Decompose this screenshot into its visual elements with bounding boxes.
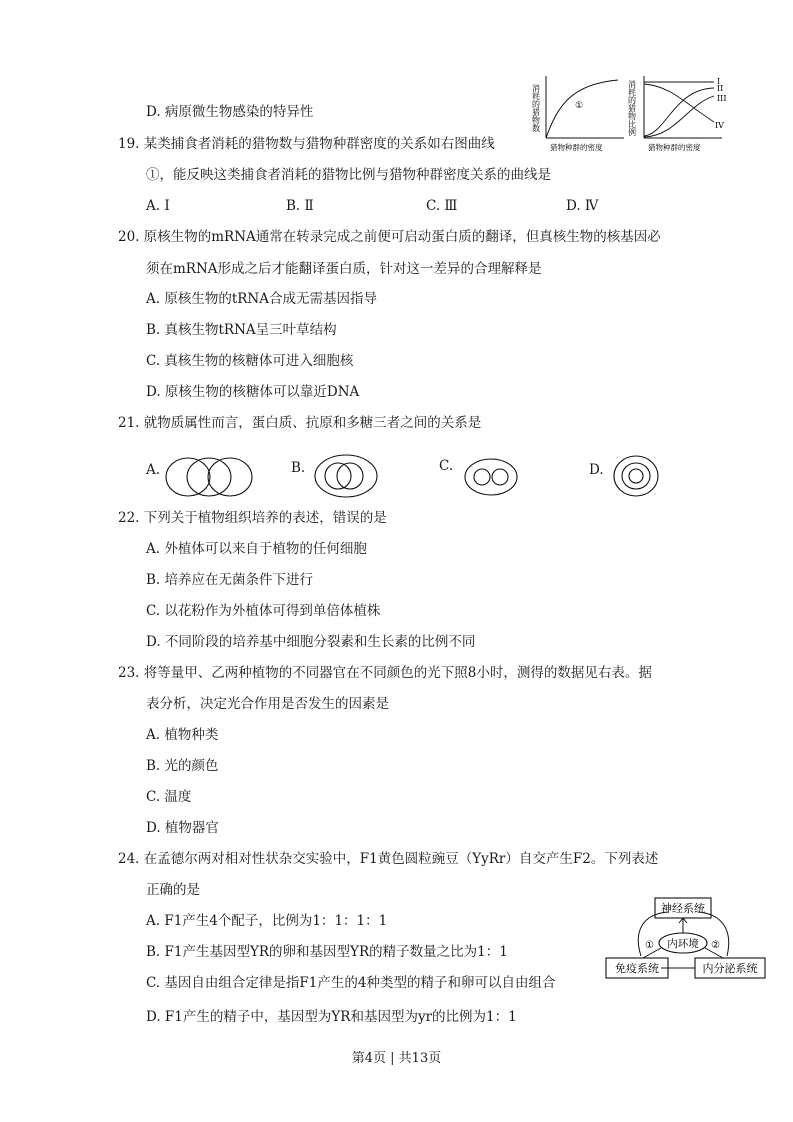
diagram-mark-2: ② [711,940,720,951]
q24-option-d: D. F1产生的精子中，基因型为YR和基因型为yr的比例为1：1 [146,1009,517,1025]
q18-option-d: D. 病原微生物感染的特异性 [146,104,314,120]
diagram-internal-environment: 内环境 [667,938,699,950]
q20-option-b: B. 真核生物tRNA呈三叶草结构 [146,322,337,338]
q23-option-c: C. 温度 [146,789,192,805]
q19-stem-line1: 19. 某类捕食者消耗的猎物数与猎物种群密度的关系如右图曲线 [118,136,495,152]
graph2-ylabel: 消耗的猎物比例 [627,80,637,136]
q22-option-d: D. 不同阶段的培养基中细胞分裂素和生长素的比例不同 [146,634,476,650]
q22-option-a: A. 外植体可以来自于植物的任何细胞 [146,541,367,557]
q20-option-c: C. 真核生物的核糖体可进入细胞核 [146,353,354,369]
graph2-label-4: IV [715,121,724,130]
q22-option-b: B. 培养应在无菌条件下进行 [146,572,314,588]
q22-stem: 22. 下列关于植物组织培养的表述，错误的是 [118,510,387,526]
q21-option-c-label: C. [439,458,454,474]
diagram-immune-system: 免疫系统 [615,962,659,975]
q20-option-a: A. 原核生物的tRNA合成无需基因指导 [146,291,377,307]
q21-venn-a [162,455,257,499]
q23-option-b: B. 光的颜色 [146,758,219,774]
graph2-label-2: II [717,84,724,93]
q21-venn-b [312,452,382,500]
diagram-mark-1: ① [645,940,654,951]
q20-stem-line1: 20. 原核生物的mRNA通常在转录完成之前便可启动蛋白质的翻译，但真核生物的核基因必 [118,229,661,245]
q19-graph-1 [528,74,628,154]
q19-option-b: B. Ⅱ [286,198,314,214]
q21-stem: 21. 就物质属性而言，蛋白质、抗原和多糖三者之间的关系是 [118,415,482,431]
q24-option-c: C. 基因自由组合定律是指F1产生的4种类型的精子和卵可以自由组合 [146,975,556,991]
systems-diagram [603,896,773,986]
q24-option-a: A. F1产生4个配子，比例为1：1：1：1 [146,913,388,929]
q19-option-d: D. Ⅳ [566,198,599,214]
q21-venn-c [462,456,522,498]
q20-option-d: D. 原核生物的核糖体可以靠近DNA [146,384,360,400]
q23-option-d: D. 植物器官 [146,820,219,836]
graph1-ylabel: 消耗的猎物数 [531,84,541,132]
q19-graph-2 [626,74,726,154]
graph2-xlabel: 猎物种群的密度 [648,143,701,152]
q20-stem-line2: 须在mRNA形成之后才能翻译蛋白质，针对这一差异的合理解释是 [146,261,542,277]
q24-option-b: B. F1产生基因型YR的卵和基因型YR的精子数量之比为1：1 [146,944,508,960]
q19-option-a: A. Ⅰ [146,198,170,214]
q21-option-d-label: D. [589,462,604,478]
q21-option-b-label: B. [291,460,306,476]
diagram-nervous-system: 神经系统 [661,902,705,915]
q19-option-c: C. Ⅲ [426,198,458,214]
graph1-xlabel: 猎物种群的密度 [550,143,603,152]
q24-stem-line2: 正确的是 [146,882,200,898]
diagram-endocrine-system: 内分泌系统 [702,962,758,975]
graph2-label-3: III [717,94,727,103]
page-footer: 第4页 | 共13页 [351,1051,442,1066]
q19-stem-line2: ①，能反映这类捕食者消耗的猎物比例与猎物种群密度关系的曲线是 [146,167,551,183]
q21-option-a-label: A. [146,462,161,478]
q21-venn-d [612,453,662,499]
q23-stem-line1: 23. 将等量甲、乙两种植物的不同器官在不同颜色的光下照8小时，测得的数据见右表。据 [118,665,652,681]
graph2-label-1: I [717,77,721,86]
q23-stem-line2: 表分析，决定光合作用是否发生的因素是 [146,696,389,712]
q22-option-c: C. 以花粉作为外植体可得到单倍体植株 [146,603,381,619]
q23-option-a: A. 植物种类 [146,727,219,743]
q24-stem-line1: 24. 在孟德尔两对相对性状杂交实验中，F1黄色圆粒豌豆（YyRr）自交产生F2。下列表述 [118,851,659,867]
graph1-curve-label: ① [575,101,584,111]
